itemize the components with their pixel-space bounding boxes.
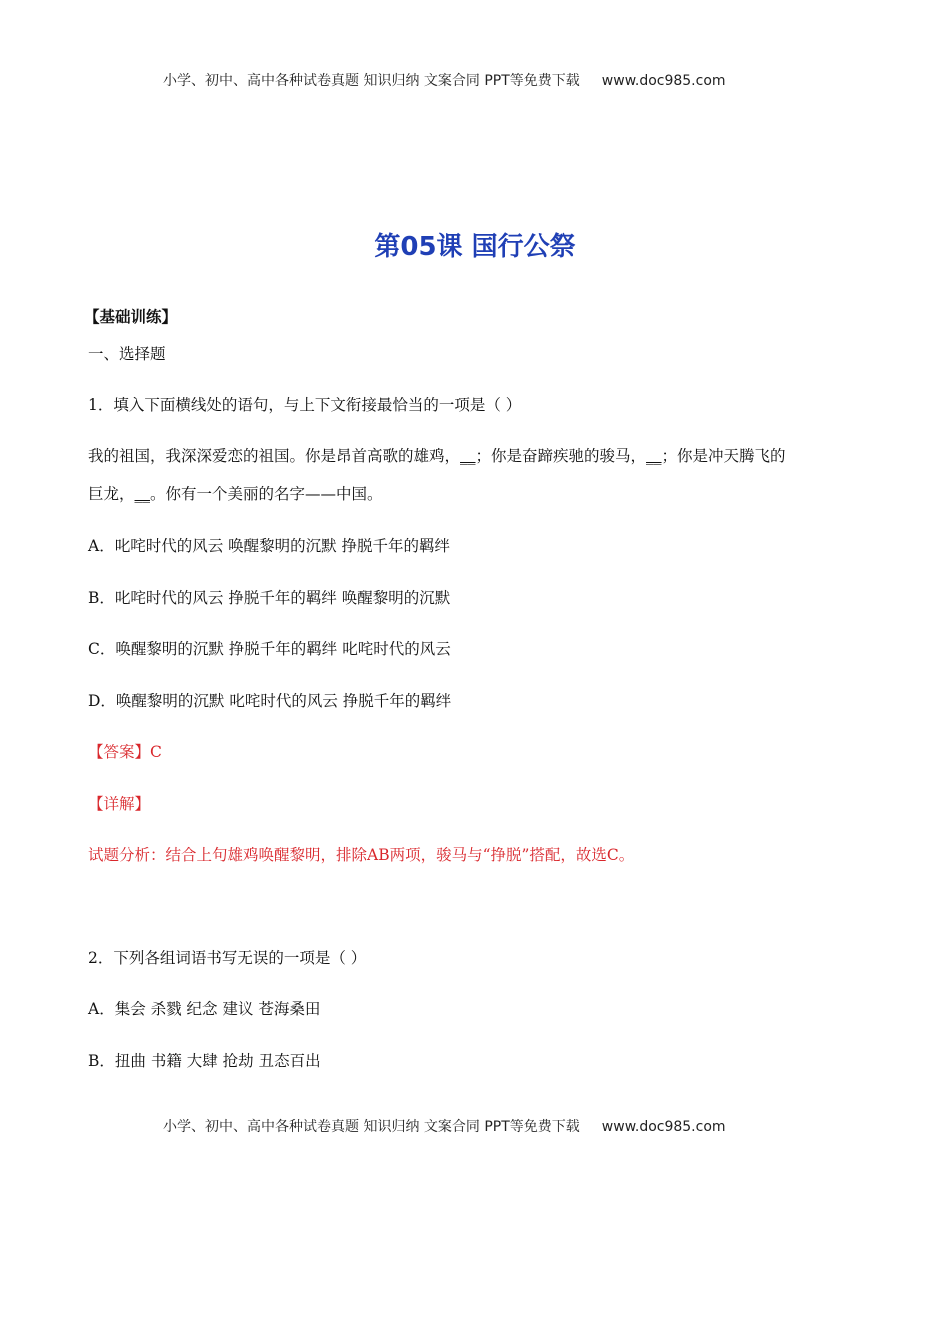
option-d: D．唤醒黎明的沉默 叱咤时代的风云 挣脱千年的羁绊	[88, 692, 452, 710]
answer-label: 【答案】	[88, 743, 151, 761]
answer-line	[88, 740, 162, 762]
section-heading: 【基础训练】	[84, 307, 178, 326]
option-a: A．叱咤时代的风云 唤醒黎明的沉默 挣脱千年的羁绊	[88, 537, 451, 555]
page-header	[163, 70, 726, 90]
option-c: C．唤醒黎明的沉默 挣脱千年的羁绊 叱咤时代的风云	[88, 640, 451, 658]
question-1-stem: 1．填入下面横线处的语句，与上下文衔接最恰当的一项是（ ）	[88, 396, 522, 414]
q2-option-b: B．扭曲 书籍 大肆 抢劫 丑态百出	[88, 1052, 321, 1070]
header-text: 小学、初中、高中各种试卷真题 知识归纳 文案合同 PPT等免费下载	[163, 73, 580, 89]
answer-value: C	[150, 743, 162, 761]
blank-2: __	[646, 447, 662, 465]
analysis-text: 试题分析：结合上句雄鸡唤醒黎明，排除AB两项，骏马与“挣脱”搭配，故选C。	[88, 846, 635, 864]
footer-url[interactable]: www.doc985.com	[601, 1119, 726, 1135]
option-b: B．叱咤时代的风云 挣脱千年的羁绊 唤醒黎明的沉默	[88, 589, 451, 607]
q2-option-a: A．集会 杀戮 纪念 建议 苍海桑田	[88, 1000, 321, 1018]
blank-3: __	[134, 485, 151, 503]
question-1-passage-line1: 我的祖国，我深深爱恋的祖国。你是昂首高歌的雄鸡，__；你是奋蹄疾驰的骏马，__；你是冲天腾飞的	[88, 447, 786, 465]
question-2-stem: 2．下列各组词语书写无误的一项是（ ）	[88, 949, 367, 967]
blank-1: __	[460, 447, 476, 465]
part-heading: 一、选择题	[88, 345, 166, 363]
question-1-passage-line2: 巨龙，__。你有一个美丽的名字——中国。	[88, 485, 383, 503]
header-url[interactable]: www.doc985.com	[601, 73, 726, 89]
detail-label: 【详解】	[88, 795, 151, 813]
page-footer	[163, 1116, 726, 1136]
footer-text: 小学、初中、高中各种试卷真题 知识归纳 文案合同 PPT等免费下载	[163, 1119, 580, 1135]
lesson-title: 第05课 国行公祭	[374, 232, 576, 262]
